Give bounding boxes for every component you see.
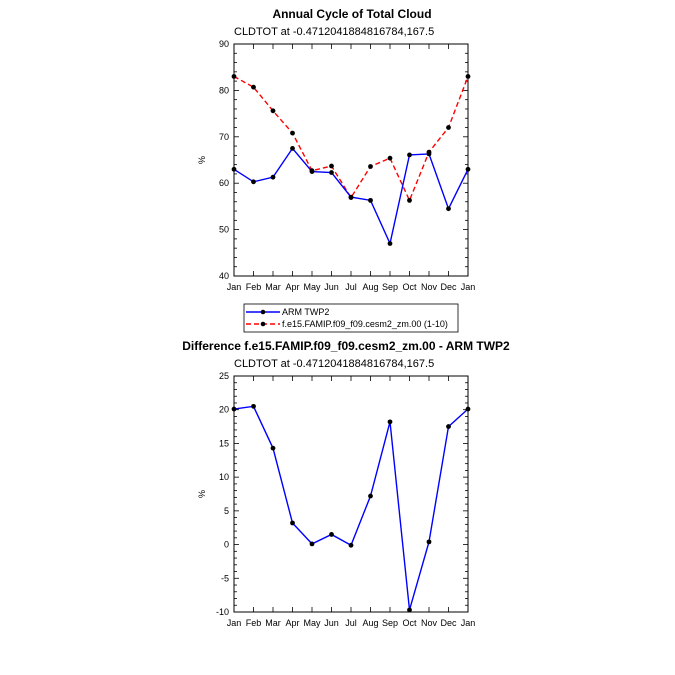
y-tick-label: 20 xyxy=(218,404,229,415)
data-point xyxy=(407,152,412,157)
y-tick-label: 90 xyxy=(218,39,229,49)
x-tick-label: Aug xyxy=(362,282,379,292)
plot-area xyxy=(216,371,475,628)
series-line-0 xyxy=(234,406,468,610)
plot-frame xyxy=(234,44,468,276)
annual-cycle-chart xyxy=(197,7,475,332)
chart-title: Difference f.e15.FAMIP.f09_f09.cesm2_zm.00 - ARM TWP2 xyxy=(182,339,510,353)
y-tick-label: -5 xyxy=(220,573,229,584)
y-tick-label: 50 xyxy=(218,224,229,235)
data-point xyxy=(349,543,354,548)
y-axis-label: % xyxy=(197,155,207,165)
x-tick-label: Dec xyxy=(440,618,457,628)
data-point xyxy=(466,74,471,79)
data-point xyxy=(251,404,256,409)
difference-chart xyxy=(182,339,510,628)
plot-area xyxy=(219,39,475,292)
x-tick-label: Mar xyxy=(265,282,281,292)
data-point xyxy=(446,424,451,429)
x-tick-label: Jul xyxy=(345,618,357,628)
data-point xyxy=(466,167,471,172)
y-tick-label: -10 xyxy=(215,607,229,617)
x-tick-label: May xyxy=(303,618,321,628)
data-point xyxy=(251,85,256,90)
data-point xyxy=(271,446,276,451)
data-point xyxy=(388,241,393,246)
data-point xyxy=(310,169,315,174)
y-tick-label: 0 xyxy=(223,539,229,550)
data-point xyxy=(446,206,451,211)
x-tick-label: Sep xyxy=(381,618,399,628)
data-point xyxy=(251,179,256,184)
legend xyxy=(244,304,458,332)
data-point xyxy=(290,131,295,136)
y-tick-label: 40 xyxy=(218,271,229,281)
y-tick-label: 80 xyxy=(218,85,229,96)
chart-subtitle: CLDTOT at -0.4712041884816784,167.5 xyxy=(234,26,435,38)
chart-subtitle: CLDTOT at -0.4712041884816784,167.5 xyxy=(234,358,435,370)
data-point xyxy=(271,175,276,180)
data-point xyxy=(388,419,393,424)
y-tick-label: 10 xyxy=(218,472,229,483)
data-point xyxy=(329,532,334,537)
data-point xyxy=(427,539,432,544)
x-tick-label: Jun xyxy=(324,618,339,628)
data-point xyxy=(271,108,276,113)
data-point xyxy=(290,146,295,151)
x-tick-label: Jun xyxy=(324,282,339,292)
x-tick-label: Oct xyxy=(402,282,417,292)
legend-label-model: f.e15.FAMIP.f09_f09.cesm2_zm.00 (1-10) xyxy=(282,319,448,329)
x-tick-label: Nov xyxy=(420,282,438,292)
data-point xyxy=(349,195,354,200)
x-tick-label: Jan xyxy=(460,618,476,628)
x-tick-label: Apr xyxy=(285,282,300,292)
x-tick-label: Jul xyxy=(345,282,357,292)
x-tick-label: Jan xyxy=(226,282,242,292)
data-point xyxy=(368,164,373,169)
plot-frame xyxy=(234,376,468,612)
legend-marker-model xyxy=(261,322,266,327)
data-point xyxy=(407,198,412,203)
x-tick-label: Feb xyxy=(245,618,262,628)
data-point xyxy=(407,608,412,613)
y-tick-label: 25 xyxy=(218,371,229,381)
x-tick-label: Feb xyxy=(245,282,262,292)
data-point xyxy=(290,521,295,526)
data-point xyxy=(446,125,451,130)
y-tick-label: 15 xyxy=(218,438,229,449)
chart-title: Annual Cycle of Total Cloud xyxy=(272,7,432,21)
x-tick-label: Aug xyxy=(362,618,379,628)
x-tick-label: May xyxy=(303,282,321,292)
series-line-1 xyxy=(234,76,468,200)
x-tick-label: Apr xyxy=(285,618,300,628)
data-point xyxy=(368,198,373,203)
legend-marker-arm xyxy=(261,310,266,315)
x-tick-label: Sep xyxy=(381,282,399,292)
data-point xyxy=(466,407,471,412)
data-point xyxy=(310,541,315,546)
data-point xyxy=(232,167,237,172)
data-point xyxy=(388,156,393,161)
x-tick-label: Jan xyxy=(226,618,242,628)
y-tick-label: 5 xyxy=(223,505,229,516)
x-tick-label: Jan xyxy=(460,282,476,292)
x-tick-label: Mar xyxy=(265,618,281,628)
y-axis-label: % xyxy=(197,489,207,499)
x-tick-label: Dec xyxy=(440,282,457,292)
y-tick-label: 70 xyxy=(218,131,229,142)
data-point xyxy=(427,152,432,157)
data-point xyxy=(232,407,237,412)
x-tick-label: Oct xyxy=(402,618,417,628)
legend-label-arm: ARM TWP2 xyxy=(282,307,330,317)
y-tick-label: 60 xyxy=(218,178,229,189)
data-point xyxy=(329,164,334,169)
x-tick-label: Nov xyxy=(420,618,438,628)
data-point xyxy=(232,74,237,79)
data-point xyxy=(368,494,373,499)
data-point xyxy=(329,170,334,175)
